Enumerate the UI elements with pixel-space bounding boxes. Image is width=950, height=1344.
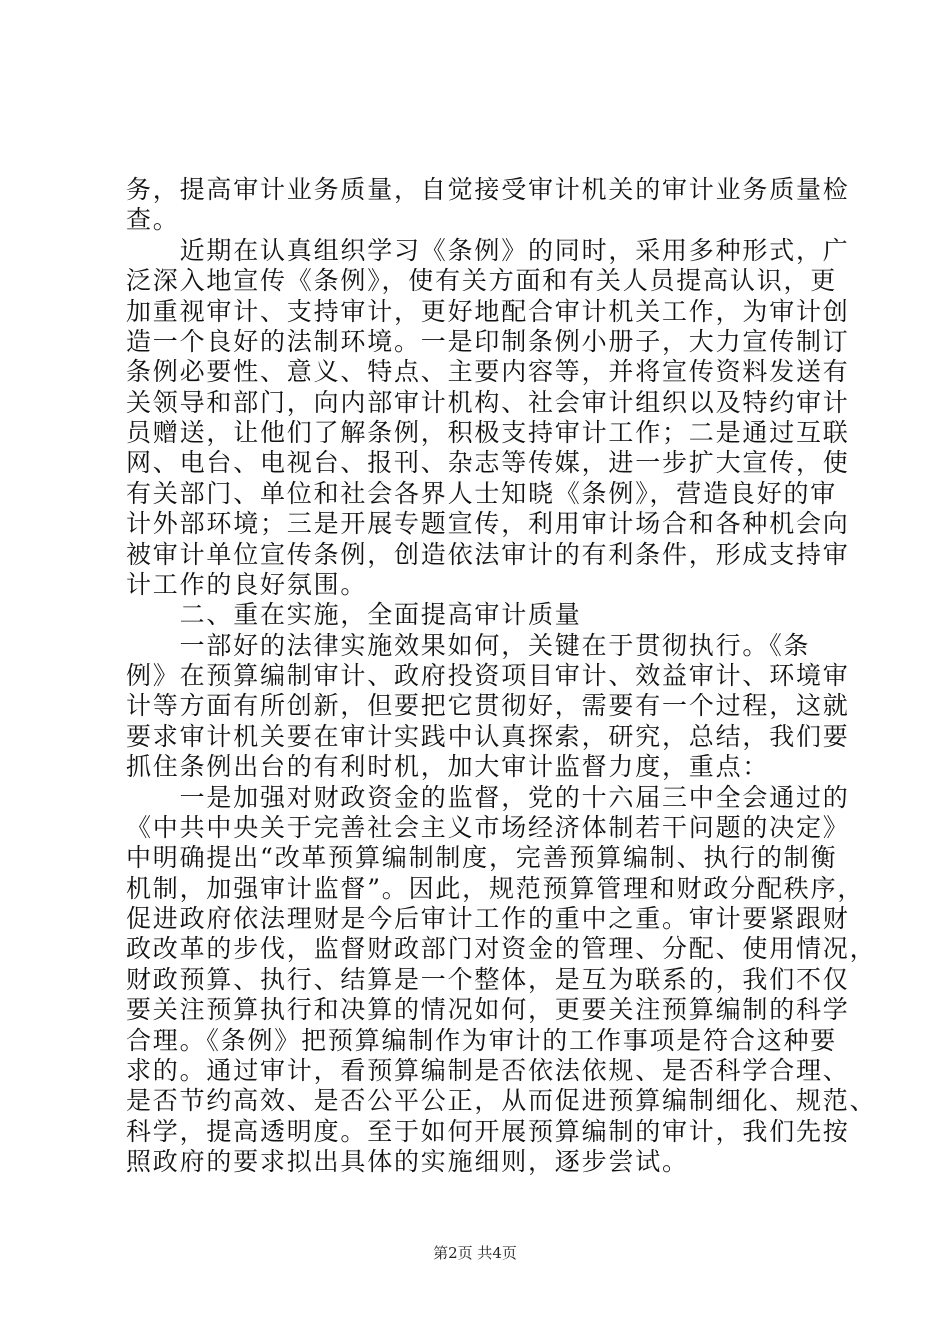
body-text-line: 被审计单位宣传条例，创造依法审计的有利条件，形成支持审 [126,539,850,569]
body-text-line: 照政府的要求拟出具体的实施细则，逐步尝试。 [126,1147,689,1176]
body-text-line: 科学，提高透明度。至于如何开展预算编制的审计，我们先按 [126,1116,850,1146]
body-text-line: 要关注预算执行和决算的情况如何，更要关注预算编制的科学 [126,995,850,1025]
body-text-line: 泛深入地宣传《条例》，使有关方面和有关人员提高认识，更 [126,266,838,296]
body-text-line: 务，提高审计业务质量，自觉接受审计机关的审计业务质量检 [126,175,850,204]
body-text-line: 有关部门、单位和社会各界人士知晓《条例》，营造良好的审 [126,478,838,508]
body-text-line: 计外部环境；三是开展专题宣传，利用审计场合和各种机会向 [126,509,850,539]
page-footer: 第2页 共4页 [433,1244,517,1262]
body-text-line: 例》在预算编制审计、政府投资项目审计、效益审计、环境审 [126,661,850,690]
body-text-line: 网、电台、电视台、报刊、杂志等传媒，进一步扩大宣传，使 [126,448,850,478]
body-text-line: 抓住条例出台的有利时机，加大审计监督力度，重点： [126,752,770,782]
body-text-line: 求的。通过审计，看预算编制是否依法依规、是否科学合理、 [126,1055,850,1085]
body-text-line: 一部好的法律实施效果如何，关键在于贯彻执行。《条 [126,630,811,660]
body-text-line: 促进政府依法理财是今后审计工作的重中之重。审计要紧跟财 [126,904,850,933]
body-text-line: 政改革的步伐，监督财政部门对资金的管理、分配、使用情况， [126,934,877,964]
body-text-line: 合理。《条例》把预算编制作为审计的工作事项是符合这种要 [126,1025,838,1055]
body-text-line: 近期在认真组织学习《条例》的同时，采用多种形式，广 [126,235,850,265]
body-text-line: 是否节约高效、是否公平公正，从而促进预算编制细化、规范、 [126,1086,877,1116]
section-heading: 二、重在实施，全面提高审计质量 [126,600,582,630]
body-text-line: 关领导和部门，向内部审计机构、社会审计组织以及特约审计 [126,387,850,417]
body-text-line: 加重视审计、支持审计，更好地配合审计机关工作，为审计创 [126,296,850,326]
body-text-line: 一是加强对财政资金的监督，党的十六届三中全会通过的 [126,782,850,812]
body-text-line: 中明确提出“改革预算编制制度，完善预算编制、执行的制衡 [126,843,838,873]
body-text-line: 员赠送，让他们了解条例，积极支持审计工作；二是通过互联 [126,418,850,447]
body-text-line: 查。 [126,205,180,235]
body-text-line: 要求审计机关要在审计实践中认真探索，研究，总结，我们要 [126,721,850,751]
body-text-line: 造一个良好的法制环境。一是印制条例小册子，大力宣传制订 [126,326,850,356]
body-text-line: 机制，加强审计监督”。因此，规范预算管理和财政分配秩序， [126,873,865,903]
body-text-line: 计等方面有所创新，但要把它贯彻好，需要有一个过程，这就 [126,691,850,721]
body-text-line: 财政预算、执行、结算是一个整体，是互为联系的，我们不仅 [126,964,850,994]
body-text-line: 《中共中央关于完善社会主义市场经济体制若干问题的决定》 [126,812,850,842]
body-text-line: 计工作的良好氛围。 [126,569,368,599]
body-text-line: 条例必要性、意义、特点、主要内容等，并将宣传资料发送有 [126,357,850,387]
